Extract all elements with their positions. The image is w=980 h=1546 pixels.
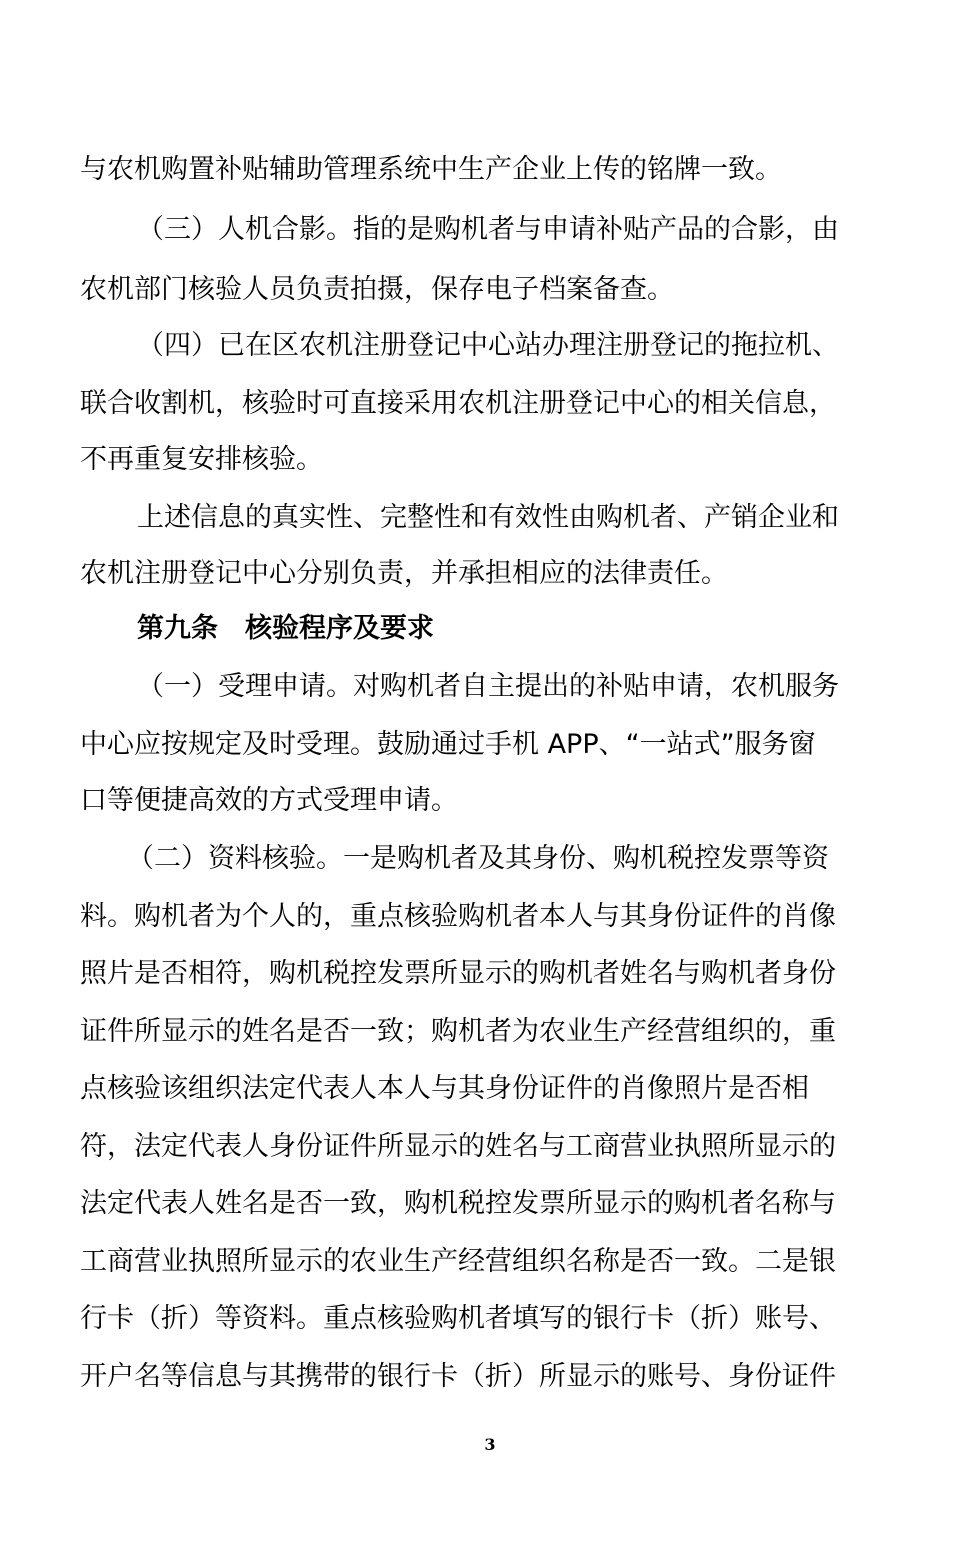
text-line: 上述信息的真实性、完整性和有效性由购机者、产销企业和 [137, 502, 839, 533]
text-line: 点核验该组织法定代表人本人与其身份证件的肖像照片是否相 [80, 1073, 809, 1104]
text-line: 开户名等信息与其携带的银行卡（折）所显示的账号、身份证件 [80, 1361, 836, 1392]
text-line: 照片是否相符，购机税控发票所显示的购机者姓名与购机者身份 [80, 958, 836, 989]
text-line: （四）已在区农机注册登记中心站办理注册登记的拖拉机、 [137, 330, 839, 361]
text-line: 料。购机者为个人的，重点核验购机者本人与其身份证件的肖像 [80, 901, 836, 932]
text-line: 农机注册登记中心分别负责，并承担相应的法律责任。 [80, 558, 728, 589]
article-heading: 第九条 核验程序及要求 [137, 613, 434, 644]
text-line: 农机部门核验人员负责拍摄，保存电子档案备查。 [80, 274, 674, 305]
text-line: 工商营业执照所显示的农业生产经营组织名称是否一致。二是银 [80, 1246, 836, 1277]
text-line: （二）资料核验。一是购机者及其身份、购机税控发票等资 [127, 843, 829, 874]
text-line: 不再重复安排核验。 [80, 444, 323, 475]
text-line: 口等便捷高效的方式受理申请。 [80, 785, 458, 816]
text-line: 联合收割机，核验时可直接采用农机注册登记中心的相关信息， [80, 388, 836, 419]
text-line: 中心应按规定及时受理。鼓励通过手机 APP、“一站式”服务窗 [80, 729, 816, 760]
text-line: 与农机购置补贴辅助管理系统中生产企业上传的铭牌一致。 [80, 154, 782, 185]
text-line: 证件所显示的姓名是否一致；购机者为农业生产经营组织的，重 [80, 1016, 836, 1047]
text-line: 符，法定代表人身份证件所显示的姓名与工商营业执照所显示的 [80, 1131, 836, 1162]
text-line: （一）受理申请。对购机者自主提出的补贴申请，农机服务 [137, 671, 839, 702]
page-number: 3 [484, 1435, 496, 1454]
text-line: 行卡（折）等资料。重点核验购机者填写的银行卡（折）账号、 [80, 1303, 836, 1334]
text-line: 法定代表人姓名是否一致，购机税控发票所显示的购机者名称与 [80, 1188, 836, 1219]
text-line: （三）人机合影。指的是购机者与申请补贴产品的合影，由 [137, 214, 839, 245]
